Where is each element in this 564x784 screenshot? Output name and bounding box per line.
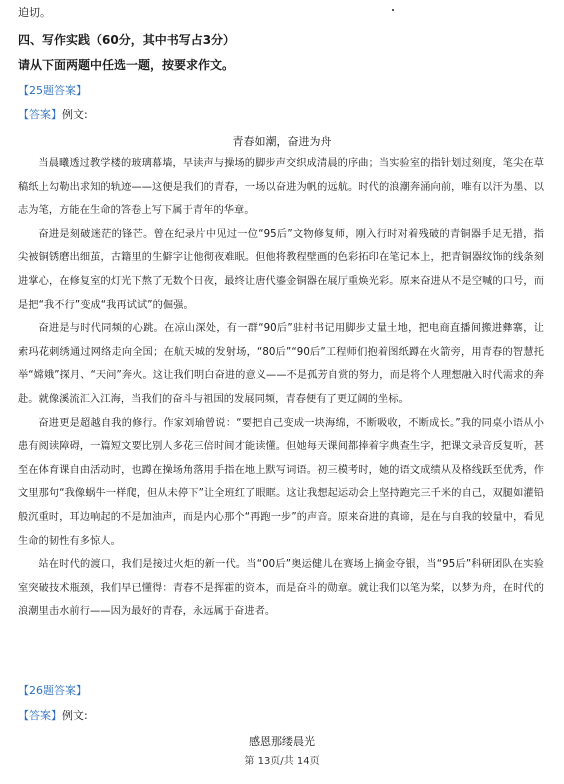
essay-paragraph: 当晨曦透过教学楼的玻璃幕墙，早读声与操场的脚步声交织成清晨的序曲；当实验室的指针划过刻度，笔尖在草稿纸上勾勒出求知的轨迹——这便是我们的青春，一场以奋进为帆的远航。时代的浪潮奔涌向前，唯有以汗为墨、以志为笔，方能在生命的答卷上写下属于青年的华章。 bbox=[18, 158, 544, 217]
q26-answer-tag: 【答案】 bbox=[18, 709, 62, 722]
q26-label: 【26题答案】 bbox=[18, 684, 87, 697]
q26-answer-suffix: 例文: bbox=[62, 709, 88, 722]
q25-answer-tag: 【答案】 bbox=[18, 108, 62, 121]
q25-essay-title: 青春如潮，奋进为舟 bbox=[232, 135, 332, 148]
q25-answer-suffix: 例文: bbox=[62, 108, 88, 121]
essay-paragraph: 奋进更是超越自我的修行。作家刘瑜曾说：“要把自己变成一块海绵，不断吸收，不断成长。”我的同桌小语从小患有阅读障碍，一篇短文要比别人多花三倍时间才能读懂。但她每天课间都捧着字典查生字，把课文录音反复听，甚至在体育课自由活动时，也蹲在操场角落用手指在地上默写词语。初三模考时，她的语文成绩从及格线跃至优秀，作文里那句“我像蜗牛一样爬，但从未停下”让全班红了眼眶。这让我想起运动会上坚持跑完三千米的自己，双腿如灌铅般沉重时，耳边响起的不是加油声，而是内心那个“再跑一步”的声音。原来奋进的真谛，是在与自我的较量中，看见生命的韧性有多惊人。 bbox=[18, 417, 544, 547]
essay-paragraph: 奋进是与时代同频的心跳。在凉山深处，有一群“90后”驻村书记用脚步丈量土地，把电商直播间搬进彝寨，让索玛花刺绣通过网络走向全国；在航天城的发射场，“80后”“90后”工程师们抱着图纸蹲在火箭旁，用青春的智慧托举“嫦娥”探月、“天问”奔火。这让我们明白奋进的意义——不是孤芳自赏的努力，而是将个人理想融入时代需求的奔赴。就像溪流汇入江海，当我们的奋斗与祖国的发展同频，青春便有了更辽阔的坐标。 bbox=[18, 323, 544, 405]
scan-mark bbox=[392, 9, 394, 11]
q25-answer-line bbox=[18, 108, 88, 122]
q26-answer-line bbox=[18, 709, 88, 723]
essay-paragraph: 站在时代的渡口，我们是接过火炬的新一代。当“00后”奥运健儿在赛场上摘金夺银，当“95后”科研团队在实验室突破技术瓶颈，我们早已懂得：青春不是挥霍的资本，而是奋斗的勋章。就让我们以笔为桨，以梦为舟，在时代的浪潮里击水前行——因为最好的青春，永远属于奋进者。 bbox=[18, 559, 544, 618]
top-fragment: 迫切。 bbox=[18, 6, 51, 19]
section-heading: 四、写作实践（60分，其中书写占3分） bbox=[18, 33, 236, 47]
q25-label: 【25题答案】 bbox=[18, 84, 87, 97]
q25-essay-body bbox=[18, 152, 544, 624]
instruction: 请从下面两题中任选一题，按要求作文。 bbox=[18, 58, 235, 72]
page-footer: 第 13页/共 14页 bbox=[244, 756, 320, 767]
essay-paragraph: 奋进是刻破迷茫的锋芒。曾在纪录片中见过一位“95后”文物修复师，刚入行时对着残破的青铜器手足无措，指尖被铜锈磨出细茧，古籍里的生僻字让他彻夜难眠。但他将教程壁画的色彩拓印在笔记本上，把青铜器纹饰的线条刻进掌心，在修复室的灯光下熬了无数个日夜，最终让唐代鎏金铜器在展厅重焕光彩。原来奋进从不是空喊的口号，而是把“我不行”变成“我再试试”的倔强。 bbox=[18, 228, 544, 311]
q26-essay-title: 感恩那缕晨光 bbox=[249, 735, 315, 748]
